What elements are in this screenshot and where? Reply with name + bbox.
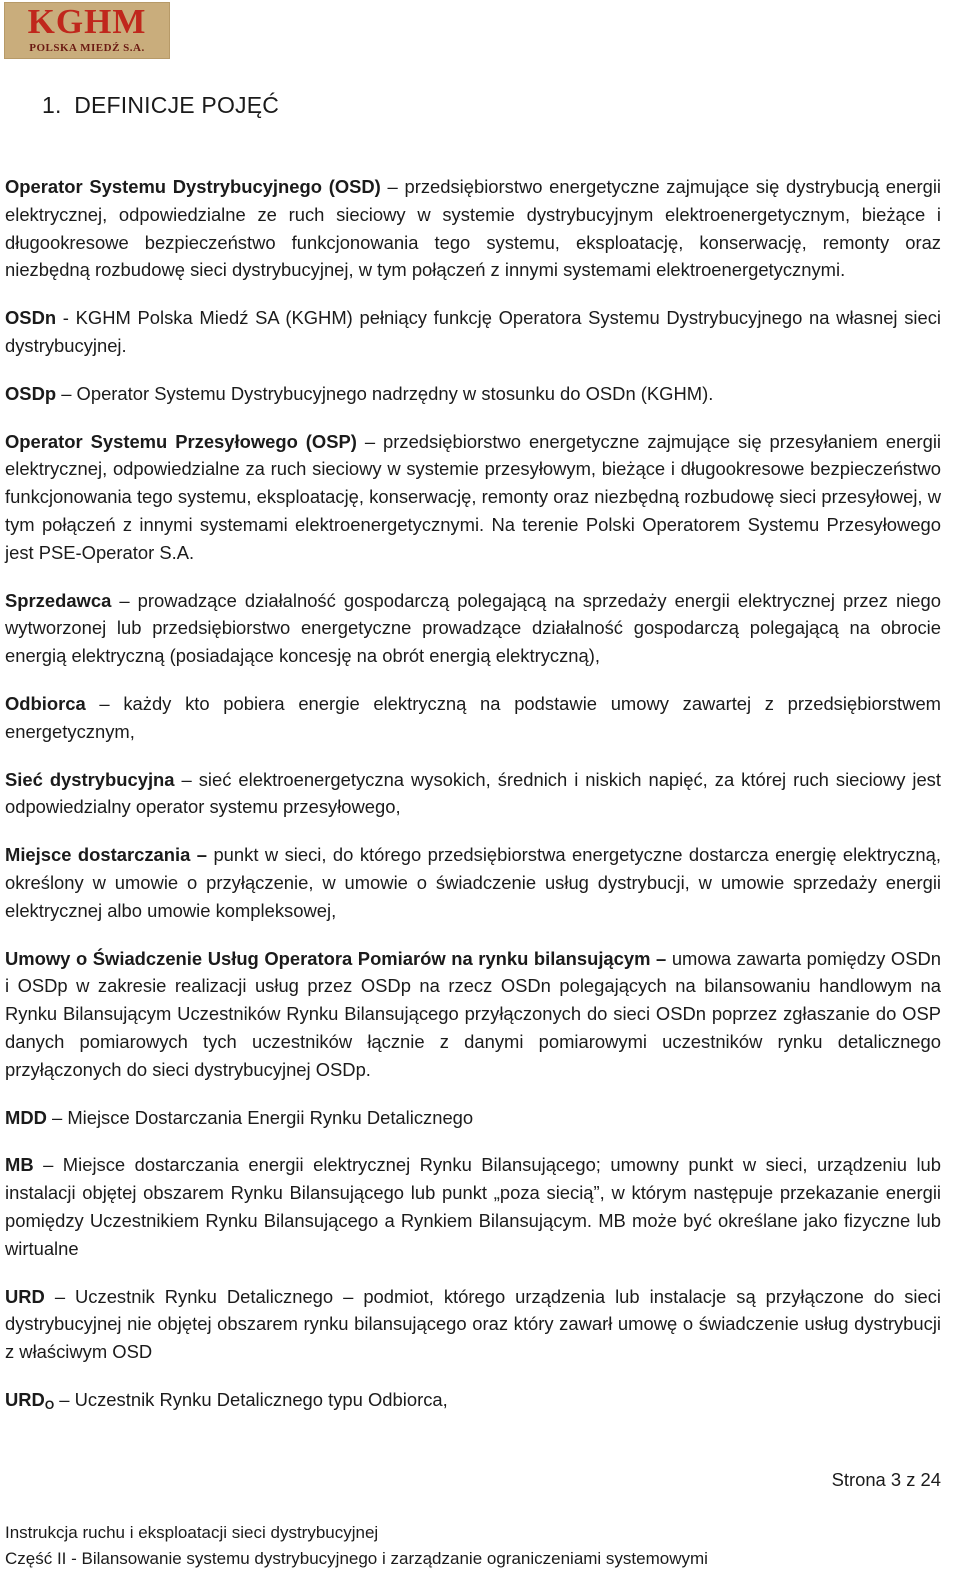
definition-text: - KGHM Polska Miedź SA (KGHM) pełniący funkcję Operatora Systemu Dystrybucyjnego na własnej sieci dystrybucyjnej.: [5, 307, 941, 356]
definition-text: – Uczestnik Rynku Detalicznego – podmiot, którego urządzenia lub instalacje są przyłączone do sieci dystrybucyjnej nie objętej obszarem rynku bilansującego oraz który zawarł umowę o świadczenie usług dystrybucji z właściwym OSD: [5, 1285, 941, 1363]
definition-term: OSDn: [5, 307, 57, 329]
definition-text: – Uczestnik Rynku Detalicznego typu Odbiorca,: [54, 1388, 448, 1410]
definition-mdd: [5, 1104, 941, 1132]
definition-osdn: [5, 304, 941, 360]
definition-text: – przedsiębiorstwo energetyczne zajmujące się przesyłaniem energii elektrycznej, odpowiedzialne za ruch sieciowy w systemie przesyłowym, bieżące i długookresowe bezpieczeństwo funkcjonowania tego systemu, eksploatację, konserwację, remonty oraz niezbędną rozbudowę sieci przesyłowej, w tym połączeń z innymi systemami elektroenergetycznymi. Na terenie Polski Operatorem Systemu Przesyłowego jest PSE-Operator S.A.: [5, 430, 942, 563]
definition-term: URD: [5, 1285, 45, 1307]
definition-text: – prowadzące działalność gospodarczą polegającą na sprzedaży energii elektrycznej przez niego wytworzonej lub przedsiębiorstwo energetyczne prowadzące działalność gospodarczą polegającą na obrocie energią elektryczną (posiadające koncesję na obrót energią elektryczną),: [5, 589, 941, 667]
page-number: Strona 3 z 24: [831, 1469, 941, 1490]
footer-document-title: Instrukcja ruchu i eksploatacji sieci dystrybucyjnej: [5, 1523, 379, 1542]
definition-term: URD: [5, 1388, 45, 1410]
definition-osdp: [5, 380, 941, 408]
definition-text: punkt w sieci, do którego przedsiębiorstwa energetyczne dostarcza energię elektryczną, określony w umowie o przyłączenie, w umowie o świadczenie usług dystrybucji, w umowie sprzedaży energii elektrycznej albo umowie kompleksowej,: [5, 844, 941, 921]
definition-sprzedawca: [5, 587, 941, 670]
definition-term-subscript: O: [44, 1397, 55, 1412]
definition-term: Miejsce dostarczania –: [5, 844, 207, 866]
definition-mb: [5, 1151, 941, 1262]
definition-urd: [5, 1283, 941, 1366]
definition-term: MDD: [5, 1106, 47, 1128]
definition-odbiorca: [5, 690, 941, 746]
definition-miejsce-dostarczania: [5, 841, 941, 924]
definition-term: Odbiorca: [5, 692, 86, 714]
definition-text: – przedsiębiorstwo energetyczne zajmujące się dystrybucją energii elektrycznej, odpowiedzialne ze ruch sieciowy w systemie dystrybucyjnym elektroenergetycznym, bieżące i długookresowe bezpieczeństwo funkcjonowania tego systemu, eksploatację, konserwację, remonty oraz niezbędną rozbudowę sieci dystrybucyjnej, w tym połączeń z innymi systemami elektroenergetycznymi.: [5, 176, 941, 281]
section-title: DEFINICJE POJĘĆ: [74, 92, 280, 118]
definition-siec-dystrybucyjna: [5, 766, 941, 822]
definition-text: – każdy kto pobiera energie elektryczną na podstawie umowy zawartej z przedsiębiorstwem energetycznym,: [5, 692, 941, 742]
definition-osp: [5, 428, 941, 567]
definition-umowy-operatora-pomiarow: [5, 945, 941, 1084]
definition-text: – sieć elektroenergetyczna wysokich, średnich i niskich napięć, za której ruch sieciowy jest odpowiedzialny operator systemu przesyłowego,: [5, 768, 941, 818]
definition-term: Umowy o Świadczenie Usług Operatora Pomiarów na rynku bilansującym –: [5, 947, 667, 969]
definition-term: Sieć dystrybucyjna: [5, 768, 175, 790]
logo-subtitle: POLSKA MIEDŹ S.A.: [29, 42, 145, 54]
definition-text: umowa zawarta pomiędzy OSDn i OSDp w zakresie realizacji usług przez OSDp na rzecz OSDn polegających na bilansowaniu handlowym na Rynku Bilansującym Uczestników Rynku Bilansującego przyłączonych do sieci OSDn poprzez zgłaszanie do OSP danych pomiarowych tych uczestników łącznie z danymi pomiarowymi uczestników rynku detalicznego przyłączonych do sieci dystrybucyjnej OSDp.: [5, 947, 941, 1080]
definitions-list: [5, 173, 941, 1440]
definition-term: OSDp: [5, 382, 57, 404]
definition-term: Sprzedawca: [5, 589, 112, 611]
section-heading: [42, 90, 279, 120]
definition-osd: [5, 173, 941, 284]
footer-document-part: Część II - Bilansowanie systemu dystrybucyjnego i zarządzanie ograniczeniami systemowymi: [5, 1549, 708, 1568]
definition-term: Operator Systemu Dystrybucyjnego (OSD): [5, 176, 381, 197]
definition-term: MB: [5, 1154, 34, 1176]
kghm-logo: [4, 2, 170, 59]
definition-term: Operator Systemu Przesyłowego (OSP): [5, 430, 357, 452]
definition-urd-o: [5, 1386, 941, 1420]
logo-wordmark: KGHM: [27, 2, 147, 41]
definition-text: – Miejsce dostarczania energii elektrycznej Rynku Bilansującego; umowny punkt w sieci, urządzeniu lub instalacji objętej obszarem Rynku Bilansującego lub punkt „poza siecią”, w którym następuje przekazanie energii pomiędzy Uczestnikiem Rynku Bilansującego a Rynkiem Bilansującym. MB może być określane jako fizyczne lub wirtualne: [5, 1154, 941, 1259]
page-footer: [5, 1520, 708, 1572]
section-number: 1.: [42, 92, 62, 118]
definition-text: – Miejsce Dostarczania Energii Rynku Detalicznego: [46, 1106, 474, 1128]
definition-text: – Operator Systemu Dystrybucyjnego nadrzędny w stosunku do OSDn (KGHM).: [56, 382, 714, 404]
